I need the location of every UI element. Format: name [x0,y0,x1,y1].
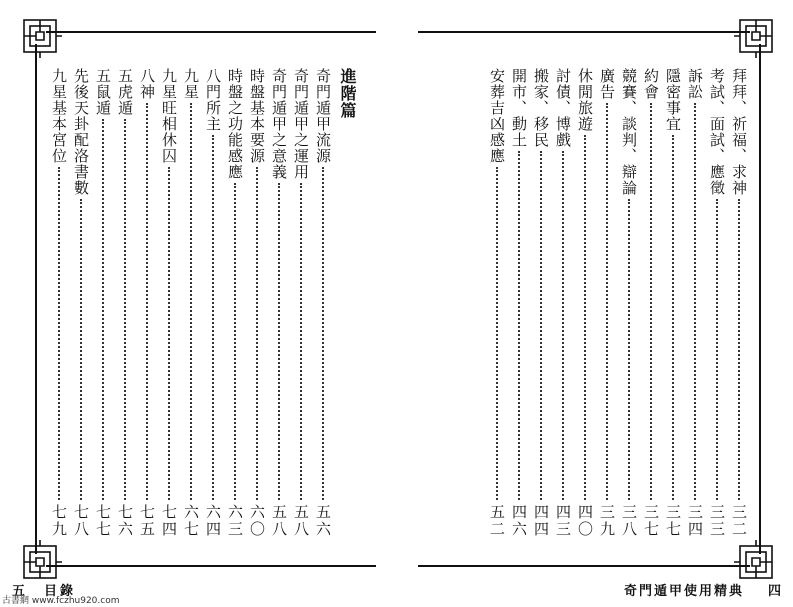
toc-entry[interactable] [246,68,268,538]
toc-entry[interactable] [70,68,92,538]
toc-entry-page: 四六 [510,504,528,538]
toc-entry-title: 廣告 [598,68,616,100]
toc-entry-page: 六七 [182,504,200,538]
toc-entry-page: 三七 [664,504,682,538]
toc-entry[interactable] [728,68,750,538]
dot-leader [496,167,498,500]
toc-entry-title: 八門所主 [204,68,222,132]
toc-entry[interactable] [114,68,136,538]
toc-entry-title: 拜拜、祈福、求神 [730,68,748,196]
toc-entry-page: 七四 [160,504,178,538]
toc-entry[interactable] [552,68,574,538]
left-page-footer: 五 目錄 [12,584,77,599]
dot-leader [628,199,630,500]
toc-entry-title: 搬家、移民 [532,68,550,148]
toc-entry-page: 六三 [226,504,244,538]
dot-leader [190,103,192,500]
toc-entry-title: 奇門遁甲之運用 [292,68,310,180]
toc-entry-page: 七六 [116,504,134,538]
dot-leader [606,103,608,500]
toc-entry-title: 隱密事宜 [664,68,682,132]
toc-entry[interactable] [684,68,706,538]
corner-ornament-icon [24,20,62,58]
toc-entry-title: 安葬吉凶感應 [488,68,506,164]
toc-entry[interactable] [312,68,334,538]
toc-entry-page: 四〇 [576,504,594,538]
dot-leader [168,167,170,500]
dot-leader [716,199,718,500]
toc-entry[interactable] [48,68,70,538]
toc-entry-title: 九星基本宮位 [50,68,68,164]
toc-entry-page: 三四 [686,504,704,538]
toc-entry-title: 奇門遁甲流源 [314,68,332,164]
dot-leader [322,167,324,500]
toc-entry[interactable] [706,68,728,538]
book-title-footer: 奇門遁甲使用精典 [624,584,745,599]
toc-entry[interactable] [224,68,246,538]
toc-entry-page: 五八 [270,504,288,538]
dot-leader [80,199,82,500]
toc-entry-title: 時盤基本要源 [248,68,266,164]
right-page [418,14,778,584]
dot-leader [146,103,148,500]
toc-entry-title: 五鼠遁 [94,68,112,116]
toc-entry-page: 三九 [598,504,616,538]
right-page-number: 四 [768,584,782,599]
toc-entry-title: 八神 [138,68,156,100]
toc-entry-title: 討債、博戲 [554,68,572,148]
dot-leader [672,135,674,500]
dot-leader [102,119,104,500]
toc-entry[interactable] [574,68,596,538]
toc-entry-page: 六四 [204,504,222,538]
dot-leader [562,151,564,500]
toc-entry-page: 三二 [730,504,748,538]
toc-entry-page: 七九 [50,504,68,538]
toc-entry-page: 七八 [72,504,90,538]
dot-leader [212,135,214,500]
toc-entry-page: 四三 [554,504,572,538]
dot-leader [256,167,258,500]
left-page [18,14,376,584]
toc-entry-page: 三七 [642,504,660,538]
section-heading: 進階篇 [338,68,357,119]
toc-entry-title: 競賽、談判、辯論 [620,68,638,196]
toc-heading [336,68,358,538]
toc-entry-page: 五八 [292,504,310,538]
toc-entry-title: 先後天卦配洛書數 [72,68,90,196]
toc-entry-page: 三八 [620,504,638,538]
dot-leader [234,183,236,500]
dot-leader [300,183,302,500]
toc-entry[interactable] [180,68,202,538]
dot-leader [738,199,740,500]
toc-entry-page: 七五 [138,504,156,538]
corner-ornament-icon [734,20,772,58]
dot-leader [694,103,696,500]
dot-leader [540,151,542,500]
toc-entry[interactable] [662,68,684,538]
toc-entry[interactable] [290,68,312,538]
toc-entry[interactable] [268,68,290,538]
toc-entry[interactable] [530,68,552,538]
toc-entry-page: 五二 [488,504,506,538]
toc-entry-page: 五六 [314,504,332,538]
dot-leader [278,183,280,500]
dot-leader [58,167,60,500]
toc-entry[interactable] [486,68,508,538]
toc-entry-title: 休閒旅遊 [576,68,594,132]
dot-leader [518,151,520,500]
toc-entry[interactable] [596,68,618,538]
toc-entry-page: 三三 [708,504,726,538]
dot-leader [584,135,586,500]
toc-entry-title: 約會 [642,68,660,100]
toc-entry-title: 時盤之功能感應 [226,68,244,180]
toc-entry-page: 四四 [532,504,550,538]
toc-entry[interactable] [92,68,114,538]
toc-entry[interactable] [202,68,224,538]
toc-entry[interactable] [618,68,640,538]
corner-ornament-icon [24,540,62,578]
toc-entry-title: 開市、動土 [510,68,528,148]
toc-entry[interactable] [136,68,158,538]
toc-entry-title: 九星旺相休囚 [160,68,178,164]
toc-entry-title: 奇門遁甲之意義 [270,68,288,180]
toc-entry-title: 五虎遁 [116,68,134,116]
toc-entry[interactable] [640,68,662,538]
toc-entry-page: 六〇 [248,504,266,538]
dot-leader [650,103,652,500]
toc-entry[interactable] [158,68,180,538]
toc-entry[interactable] [508,68,530,538]
toc-entry-page: 七七 [94,504,112,538]
corner-ornament-icon [734,540,772,578]
toc-entry-title: 九星 [182,68,200,100]
toc-entry-title: 訴訟 [686,68,704,100]
toc-entry-title: 考試、面試、應徵 [708,68,726,196]
site-watermark: 古書網 www.fczhu920.com [2,596,120,606]
dot-leader [124,119,126,500]
